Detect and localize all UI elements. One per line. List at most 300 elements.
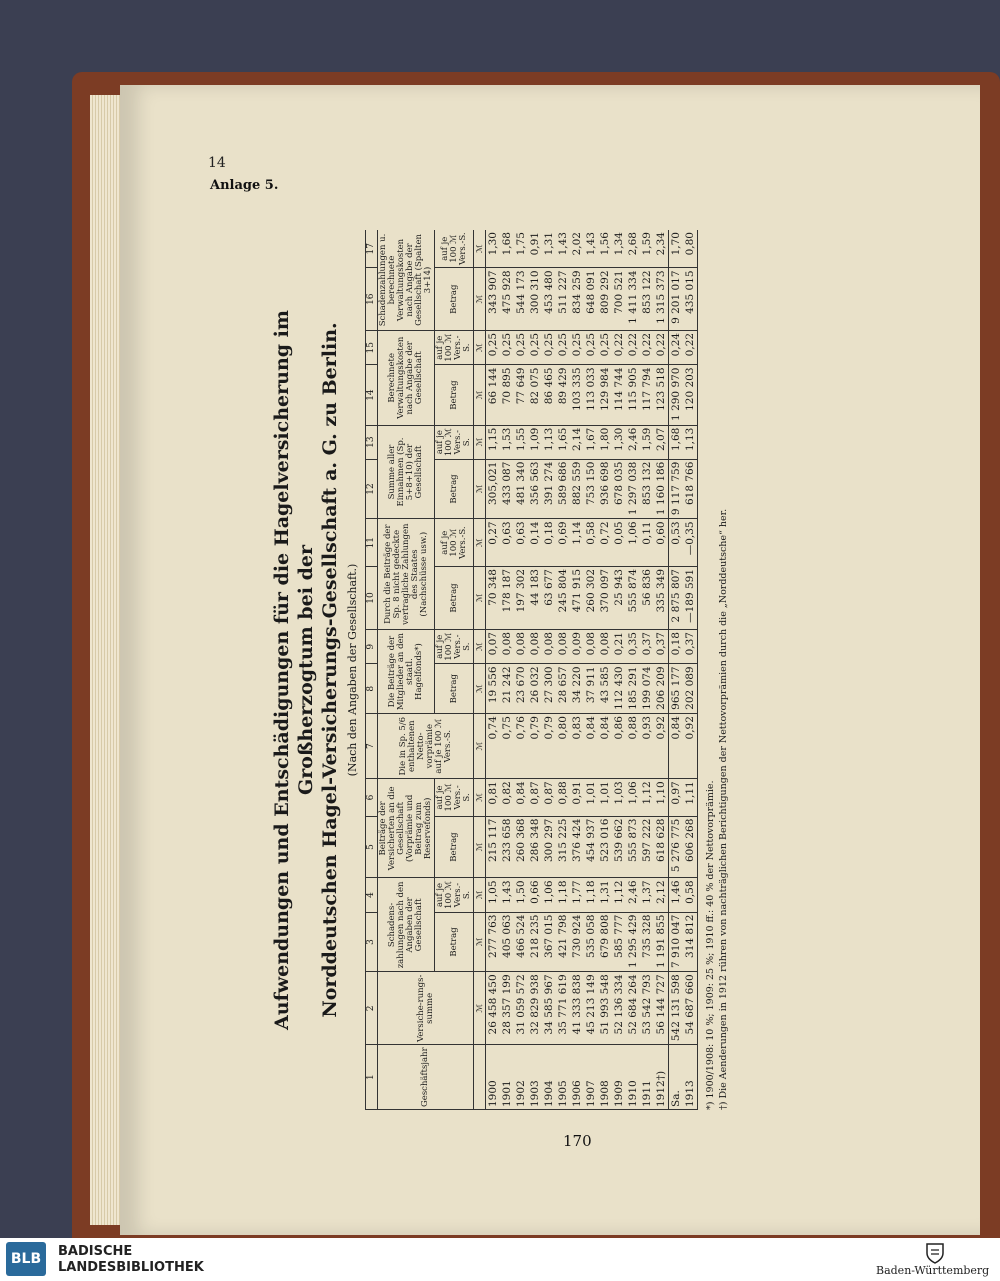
table-cell: 1,37 xyxy=(640,878,654,912)
footnotes xyxy=(704,230,730,1110)
subheader-admin-per100: auf je 100 ℳ Vers.-S. xyxy=(435,330,474,365)
table-cell: 2,46 xyxy=(626,878,640,912)
table-cell: 28 357 199 xyxy=(500,972,514,1045)
table-cell: 376 424 xyxy=(570,816,584,878)
table-cell: 453 480 xyxy=(542,268,556,330)
header-row xyxy=(378,230,435,1110)
table-cell: 0,75 xyxy=(500,714,514,779)
table-cell: 539 662 xyxy=(612,816,626,878)
table-cell: 1,55 xyxy=(514,425,528,459)
table-cell: 1,43 xyxy=(584,230,598,268)
table-cell: ℳ xyxy=(474,425,486,459)
table-cell: 0,08 xyxy=(514,630,528,664)
table-cell: 0,21 xyxy=(612,630,626,664)
header-col7: Die in Sp. 5/6 enthaltenen Netto-vorprämie auf je 100 ℳ Vers.-S. xyxy=(378,714,474,779)
table-cell: 809 292 xyxy=(598,268,612,330)
table-cell: 0,91 xyxy=(570,779,584,816)
table-row xyxy=(500,230,514,1110)
table-cell: 26 458 450 xyxy=(486,972,501,1045)
header-damage: Schadens-zahlungen nach den Angaben der Gesellschaft xyxy=(378,878,435,972)
table-cell: 1,77 xyxy=(570,878,584,912)
table-cell: 0,63 xyxy=(500,519,514,567)
table-cell: 2 875 807 xyxy=(669,567,684,630)
table-cell: 2,07 xyxy=(654,425,669,459)
table-cell: 0,79 xyxy=(542,714,556,779)
table-cell: 1,30 xyxy=(486,230,501,268)
table-cell: 1,18 xyxy=(584,878,598,912)
table-cell: 475 928 xyxy=(500,268,514,330)
table-cell: 286 348 xyxy=(528,816,542,878)
table-cell: 23 670 xyxy=(514,664,528,714)
table-cell: 0,84 xyxy=(514,779,528,816)
blb-line1: BADISCHE xyxy=(58,1244,133,1259)
table-cell: 0,25 xyxy=(584,330,598,365)
column-number: 14 xyxy=(366,365,378,425)
table-row xyxy=(683,230,698,1110)
column-number-row xyxy=(366,230,378,1110)
table-cell xyxy=(474,1045,486,1110)
table-cell: 0,25 xyxy=(598,330,612,365)
table-cell: 0,25 xyxy=(486,330,501,365)
table-cell: 0,91 xyxy=(528,230,542,268)
table-cell: 202 089 xyxy=(683,664,698,714)
table-cell: 1900 xyxy=(486,1045,501,1110)
table-cell: 103 335 xyxy=(570,365,584,425)
table-cell: 1,65 xyxy=(556,425,570,459)
table-cell: ℳ xyxy=(474,912,486,972)
table-cell: 0,24 xyxy=(669,330,684,365)
table-cell: ℳ xyxy=(474,714,486,779)
table-cell: 730 924 xyxy=(570,912,584,972)
table-cell: 433 087 xyxy=(500,459,514,519)
table-cell: 1,06 xyxy=(542,878,556,912)
table-cell: 1,18 xyxy=(556,878,570,912)
table-row xyxy=(514,230,528,1110)
table-cell: 314 812 xyxy=(683,912,698,972)
table-cell: 0,08 xyxy=(528,630,542,664)
table-cell: 0,76 xyxy=(514,714,528,779)
table-cell: 405 063 xyxy=(500,912,514,972)
table-cell: 0,97 xyxy=(669,779,684,816)
table-cell: ℳ xyxy=(474,878,486,912)
table-cell: 1 191 855 xyxy=(654,912,669,972)
table-cell: 305,021 xyxy=(486,459,501,519)
table-cell: 2,46 xyxy=(626,425,640,459)
table-cell: 53 542 793 xyxy=(640,972,654,1045)
table-cell: 597 222 xyxy=(640,816,654,878)
table-cell: 233 658 xyxy=(500,816,514,878)
table-cell: 1,50 xyxy=(514,878,528,912)
table-cell: 1,59 xyxy=(640,425,654,459)
table-cell: 700 521 xyxy=(612,268,626,330)
table-cell: 585 777 xyxy=(612,912,626,972)
table-cell: 753 150 xyxy=(584,459,598,519)
table-cell: 1,13 xyxy=(542,425,556,459)
column-number: 6 xyxy=(366,779,378,816)
table-cell: 1,05 xyxy=(486,878,501,912)
table-cell: 115 905 xyxy=(626,365,640,425)
header-costs: Schadenzahlungen u. berechnete Verwaltungskosten nach Angabe der Gesellschaft (Spalten 3+14) xyxy=(378,230,435,330)
table-cell: 834 259 xyxy=(570,268,584,330)
table-cell: 44 183 xyxy=(528,567,542,630)
table-cell: ℳ xyxy=(474,330,486,365)
table-cell: 882 559 xyxy=(570,459,584,519)
annex-label: Anlage 5. xyxy=(210,178,279,193)
table-cell: 535 058 xyxy=(584,912,598,972)
table-cell: 0,72 xyxy=(598,519,612,567)
table-cell: 19 556 xyxy=(486,664,501,714)
table-row xyxy=(654,230,669,1110)
table-cell: 35 771 619 xyxy=(556,972,570,1045)
table-cell: 0,58 xyxy=(584,519,598,567)
table-cell: 1904 xyxy=(542,1045,556,1110)
column-number: 7 xyxy=(366,714,378,779)
blb-logo[interactable]: BLB xyxy=(6,1242,46,1276)
header-state: Die Beiträge der Mitglieder an den staatl. Hagelfonds*) xyxy=(378,630,435,714)
table-cell: 1,67 xyxy=(584,425,598,459)
page-title-line2: Norddeutschen Hagel-Versicherungs-Gesellschaft a. G. zu Berlin. xyxy=(319,322,341,1018)
table-cell: 0,25 xyxy=(500,330,514,365)
table-cell: 0,37 xyxy=(640,630,654,664)
table-cell: 218 235 xyxy=(528,912,542,972)
table-cell: 129 984 xyxy=(598,365,612,425)
table-cell: 52 684 264 xyxy=(626,972,640,1045)
table-body xyxy=(474,230,698,1110)
table-cell: —189 591 xyxy=(683,567,698,630)
table-cell: 1907 xyxy=(584,1045,598,1110)
table-cell: 0,14 xyxy=(528,519,542,567)
table-cell: 0,08 xyxy=(584,630,598,664)
table-cell: 51 993 548 xyxy=(598,972,612,1045)
table-cell: 5 276 775 xyxy=(669,816,684,878)
table-cell: 544 173 xyxy=(514,268,528,330)
table-cell: 0,60 xyxy=(654,519,669,567)
table-cell: 1,12 xyxy=(640,779,654,816)
table-cell: 511 227 xyxy=(556,268,570,330)
table-cell: 0,25 xyxy=(556,330,570,365)
table-cell: 9 117 759 xyxy=(669,459,684,519)
rotated-table-page xyxy=(270,230,970,1110)
table-cell: 2,14 xyxy=(570,425,584,459)
table-cell: ℳ xyxy=(474,664,486,714)
table-cell: ℳ xyxy=(474,779,486,816)
table-cell: 555 873 xyxy=(626,816,640,878)
table-row xyxy=(556,230,570,1110)
table-cell: 120 203 xyxy=(683,365,698,425)
table-cell: 343 907 xyxy=(486,268,501,330)
table-cell: 260 368 xyxy=(514,816,528,878)
shield-icon xyxy=(924,1242,946,1264)
header-year: Geschäftsjahr xyxy=(378,1045,474,1110)
subheader-costs-per100: auf je 100 ℳ Vers.-S. xyxy=(435,230,474,268)
table-cell: ℳ xyxy=(474,268,486,330)
table-cell: 0,27 xyxy=(486,519,501,567)
table-cell: 936 698 xyxy=(598,459,612,519)
table-cell: 56 144 727 xyxy=(654,972,669,1045)
table-cell: 206 209 xyxy=(654,664,669,714)
table-cell: 27 300 xyxy=(542,664,556,714)
column-number: 4 xyxy=(366,878,378,912)
table-cell: 335 349 xyxy=(654,567,669,630)
table-cell: ℳ xyxy=(474,230,486,268)
footnote-1: *) 1900/1908: 10 %; 1909: 25 %; 1910 ff.: 40 % der Nettovorprämie. xyxy=(705,780,716,1110)
table-cell: ℳ xyxy=(474,365,486,425)
table-cell: 1,03 xyxy=(612,779,626,816)
table-cell: 0,25 xyxy=(570,330,584,365)
table-cell: ℳ xyxy=(474,459,486,519)
table-cell: ℳ xyxy=(474,816,486,878)
table-cell: 185 291 xyxy=(626,664,640,714)
table-cell: 245 804 xyxy=(556,567,570,630)
table-cell: 1,80 xyxy=(598,425,612,459)
subheader-admin-betrag: Betrag xyxy=(435,365,474,425)
table-cell: 1,11 xyxy=(683,779,698,816)
table-row xyxy=(486,230,501,1110)
column-number: 9 xyxy=(366,630,378,664)
table-cell: 1,13 xyxy=(683,425,698,459)
table-cell: 0,88 xyxy=(626,714,640,779)
table-cell: 0,63 xyxy=(514,519,528,567)
table-cell: 679 808 xyxy=(598,912,612,972)
table-cell: 0,22 xyxy=(626,330,640,365)
table-cell: 1,34 xyxy=(612,230,626,268)
subheader-contrib-per100: auf je 100 ℳ Vers.-S. xyxy=(435,779,474,816)
table-row xyxy=(474,230,486,1110)
table-cell: 542 131 598 xyxy=(669,972,684,1045)
table-cell: 1 315 373 xyxy=(654,268,669,330)
table-cell: ℳ xyxy=(474,519,486,567)
table-cell: 114 744 xyxy=(612,365,626,425)
bw-wordmark[interactable]: Baden-Württemberg xyxy=(876,1264,990,1277)
table-cell: 0,81 xyxy=(486,779,501,816)
table-cell: 1906 xyxy=(570,1045,584,1110)
table-cell: 0,11 xyxy=(640,519,654,567)
table-cell: 0,86 xyxy=(612,714,626,779)
table-cell: 0,22 xyxy=(683,330,698,365)
table-cell: 34 220 xyxy=(570,664,584,714)
table-cell: 0,07 xyxy=(486,630,501,664)
table-cell: 31 059 572 xyxy=(514,972,528,1045)
table-cell: ℳ xyxy=(474,630,486,664)
table-cell: 178 187 xyxy=(500,567,514,630)
table-cell: 0,84 xyxy=(669,714,684,779)
table-row xyxy=(584,230,598,1110)
column-number: 10 xyxy=(366,567,378,630)
table-cell: 1,06 xyxy=(626,779,640,816)
table-row xyxy=(598,230,612,1110)
table-cell: 0,87 xyxy=(542,779,556,816)
header-total: Summe aller Einnahmen (Sp. 5+8+10) der Gesellschaft xyxy=(378,425,435,519)
table-cell: 435 015 xyxy=(683,268,698,330)
table-cell: 0,74 xyxy=(486,714,501,779)
table-cell: 315 225 xyxy=(556,816,570,878)
table-cell: 466 524 xyxy=(514,912,528,972)
table-cell: 21 242 xyxy=(500,664,514,714)
table-cell: 260 302 xyxy=(584,567,598,630)
table-cell: 1,30 xyxy=(612,425,626,459)
table-cell: 300 310 xyxy=(528,268,542,330)
table-cell: 0,58 xyxy=(683,878,698,912)
table-cell: 0,80 xyxy=(556,714,570,779)
table-cell: 0,69 xyxy=(556,519,570,567)
table-cell: 277 763 xyxy=(486,912,501,972)
column-number: 11 xyxy=(366,519,378,567)
column-number: 15 xyxy=(366,330,378,365)
table-cell: 1902 xyxy=(514,1045,528,1110)
table-cell: 2,34 xyxy=(654,230,669,268)
table-cell: 1,14 xyxy=(570,519,584,567)
column-number: 12 xyxy=(366,459,378,519)
blb-line2: LANDESBIBLIOTHEK xyxy=(58,1260,204,1275)
table-cell: 0,93 xyxy=(640,714,654,779)
table-cell: 52 136 334 xyxy=(612,972,626,1045)
table-cell: 0,92 xyxy=(683,714,698,779)
table-cell: 421 798 xyxy=(556,912,570,972)
table-cell: 1,31 xyxy=(542,230,556,268)
table-cell: 1908 xyxy=(598,1045,612,1110)
table-cell: 0,09 xyxy=(570,630,584,664)
subheader-uncovered-betrag: Betrag xyxy=(435,567,474,630)
table-cell: ℳ xyxy=(474,972,486,1045)
table-cell: 77 649 xyxy=(514,365,528,425)
table-cell: 965 177 xyxy=(669,664,684,714)
table-cell: 606 268 xyxy=(683,816,698,878)
column-number: 5 xyxy=(366,816,378,878)
table-row xyxy=(626,230,640,1110)
table-cell: 618 766 xyxy=(683,459,698,519)
table-cell: 853 132 xyxy=(640,459,654,519)
header-sum: Versiche-rungs-summe xyxy=(378,972,474,1045)
table-cell: 1,46 xyxy=(669,878,684,912)
table-cell: 1,43 xyxy=(500,878,514,912)
bottom-page-number: 170 xyxy=(563,1132,592,1150)
table-cell: 678 035 xyxy=(612,459,626,519)
table-cell: 0,08 xyxy=(556,630,570,664)
subheader-damage-per100: auf je 100 ℳ Vers.-S. xyxy=(435,878,474,912)
table-cell: 0,37 xyxy=(683,630,698,664)
table-row xyxy=(528,230,542,1110)
column-number: 1 xyxy=(366,1045,378,1110)
data-table xyxy=(365,230,698,1110)
table-row xyxy=(542,230,556,1110)
table-row xyxy=(640,230,654,1110)
header-uncovered: Durch die Beiträge der Sp. 8 nicht gedeckte vertragliche Zahlungen des Staates (Nachschüsse usw.) xyxy=(378,519,435,630)
table-cell: 370 097 xyxy=(598,567,612,630)
table-cell: 1,10 xyxy=(654,779,669,816)
table-cell: 0,22 xyxy=(654,330,669,365)
page-number: 14 xyxy=(208,155,226,171)
table-cell: 1913 xyxy=(683,1045,698,1110)
table-cell: 34 585 967 xyxy=(542,972,556,1045)
table-cell: 0,84 xyxy=(584,714,598,779)
table-cell: 43 585 xyxy=(598,664,612,714)
table-cell: 199 074 xyxy=(640,664,654,714)
header-contrib: Beiträge der Versicherten an die Gesellschaft (Vorprämie und Beitrag zum Reservefonds) xyxy=(378,779,435,878)
table-cell: 1,68 xyxy=(669,425,684,459)
table-cell: 1903 xyxy=(528,1045,542,1110)
column-number: 13 xyxy=(366,425,378,459)
table-cell: 1,01 xyxy=(584,779,598,816)
table-cell: 7 910 047 xyxy=(669,912,684,972)
table-cell: 0,92 xyxy=(654,714,669,779)
table-cell: 41 333 838 xyxy=(570,972,584,1045)
subheader-state-per100: auf je 100 ℳ Vers.-S. xyxy=(435,630,474,664)
page-title-line1: Aufwendungen und Entschädigungen für die Hagelversicherung im Großherzogtum bei der xyxy=(271,310,317,1030)
table-cell: 1912†) xyxy=(654,1045,669,1110)
table-cell: 28 657 xyxy=(556,664,570,714)
table-cell: 1 411 334 xyxy=(626,268,640,330)
table-cell: 1 290 970 xyxy=(669,365,684,425)
table-row xyxy=(669,230,684,1110)
table-cell: 1,31 xyxy=(598,878,612,912)
subheader-total-per100: auf je 100 ℳ Vers.-S. xyxy=(435,425,474,459)
table-cell: 0,22 xyxy=(612,330,626,365)
table-cell: 1,06 xyxy=(626,519,640,567)
table-cell: 735 328 xyxy=(640,912,654,972)
table-cell: 25 943 xyxy=(612,567,626,630)
page-subtitle: (Nach den Angaben der Gesellschaft.) xyxy=(346,563,359,777)
table-cell: 1,12 xyxy=(612,878,626,912)
table-cell: 1901 xyxy=(500,1045,514,1110)
table-cell: 70 895 xyxy=(500,365,514,425)
table-cell: 2,12 xyxy=(654,878,669,912)
table-cell: 1,01 xyxy=(598,779,612,816)
table-cell: 26 032 xyxy=(528,664,542,714)
table-cell: 367 015 xyxy=(542,912,556,972)
table-cell: 1910 xyxy=(626,1045,640,1110)
table-cell: 89 429 xyxy=(556,365,570,425)
table-cell: 0,08 xyxy=(542,630,556,664)
table-cell: 0,22 xyxy=(640,330,654,365)
table-cell: 66 144 xyxy=(486,365,501,425)
table-cell: 37 911 xyxy=(584,664,598,714)
table-cell: 1,53 xyxy=(500,425,514,459)
table-cell: 1,15 xyxy=(486,425,501,459)
table-cell: 9 201 017 xyxy=(669,268,684,330)
table-cell: 117 794 xyxy=(640,365,654,425)
table-cell: 45 213 149 xyxy=(584,972,598,1045)
table-cell: 0,66 xyxy=(528,878,542,912)
table-cell: 0,83 xyxy=(570,714,584,779)
table-cell: —0,35 xyxy=(683,519,698,567)
table-cell: 1909 xyxy=(612,1045,626,1110)
table-cell: 2,68 xyxy=(626,230,640,268)
table-cell: 1 295 429 xyxy=(626,912,640,972)
table-cell: 1905 xyxy=(556,1045,570,1110)
table-cell: 1,75 xyxy=(514,230,528,268)
table-cell: 0,25 xyxy=(542,330,556,365)
table-cell: 215 117 xyxy=(486,816,501,878)
table-cell: 356 563 xyxy=(528,459,542,519)
subheader-state-betrag: Betrag xyxy=(435,664,474,714)
footnote-2: †) Die Aenderungen in 1912 rühren von nachträglichen Berichtigungen der Nettovorprämien durch die „Norddeutsche“ her. xyxy=(718,508,729,1110)
table-cell: 2,02 xyxy=(570,230,584,268)
table-cell: Sa. xyxy=(669,1045,684,1110)
blb-wordmark[interactable] xyxy=(58,1244,204,1276)
table-cell: 0,84 xyxy=(598,714,612,779)
table-cell: 0,82 xyxy=(500,779,514,816)
column-number: 17 xyxy=(366,230,378,268)
table-cell: 82 075 xyxy=(528,365,542,425)
table-cell: 0,18 xyxy=(669,630,684,664)
table-cell: 523 016 xyxy=(598,816,612,878)
table-cell: 0,53 xyxy=(669,519,684,567)
table-cell: 555 874 xyxy=(626,567,640,630)
table-cell: 32 829 938 xyxy=(528,972,542,1045)
table-cell: 123 518 xyxy=(654,365,669,425)
header-admin: Berechnete Verwaltungskosten nach Angabe der Gesellschaft xyxy=(378,330,435,425)
table-cell: 63 677 xyxy=(542,567,556,630)
